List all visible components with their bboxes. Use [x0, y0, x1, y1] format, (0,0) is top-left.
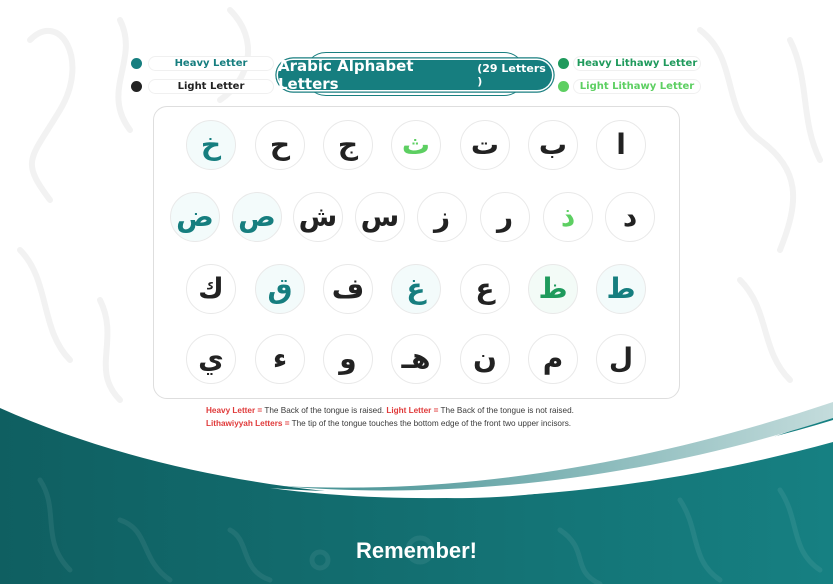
light-letter-definition: The Back of the tongue is not raised.: [438, 406, 574, 415]
letter-ta: ت: [460, 120, 510, 170]
letter-dal: د: [605, 192, 655, 242]
letter-nun: ن: [460, 334, 510, 384]
light-lithawy-dot-icon: [558, 81, 569, 92]
lithawiyyah-definition: The tip of the tongue touches the bottom edge of the front two upper incisors.: [289, 419, 572, 428]
remember-heading: Remember!: [355, 538, 478, 563]
title-banner: [276, 52, 554, 98]
letter-taa: ط: [596, 264, 646, 314]
letter-kha: خ: [186, 120, 236, 170]
heavy-letter-key: Heavy Letter =: [206, 406, 263, 415]
letter-ra: ر: [480, 192, 530, 242]
legend-label-heavy: Heavy Letter: [148, 56, 274, 71]
letter-jim: ج: [323, 120, 373, 170]
letter-hamza: ء: [255, 334, 305, 384]
heavy-letter-definition: The Back of the tongue is raised.: [262, 406, 387, 415]
letter-qaf: ق: [255, 264, 305, 314]
light-letter-key: Light Letter =: [386, 406, 439, 415]
letter-zay: ز: [417, 192, 467, 242]
letter-dhal: ذ: [543, 192, 593, 242]
light-letter-dot-icon: [131, 81, 142, 92]
letter-mim: م: [528, 334, 578, 384]
letter-dhaa: ظ: [528, 264, 578, 314]
letter-shin: ش: [293, 192, 343, 242]
letter-lam: ل: [596, 334, 646, 384]
letter-kaf: ك: [186, 264, 236, 314]
legend-label-heavy-lithawy: Heavy Lithawy Letter: [573, 56, 701, 71]
legend-label-light: Light Letter: [148, 79, 274, 94]
letter-ayn: ع: [460, 264, 510, 314]
heavy-lithawy-dot-icon: [558, 58, 569, 69]
lithawiyyah-key: Lithawiyyah Letters =: [206, 419, 290, 428]
letter-fa: ف: [323, 264, 373, 314]
title-pill: [278, 57, 552, 93]
letter-ya: ي: [186, 334, 236, 384]
letter-waw: و: [323, 334, 373, 384]
letter-ha-final: هـ: [391, 334, 441, 384]
letter-ba: ب: [528, 120, 578, 170]
letter-dad: ض: [170, 192, 220, 242]
letter-tha: ث: [391, 120, 441, 170]
letter-ghayn: غ: [391, 264, 441, 314]
letter-sin: س: [355, 192, 405, 242]
heavy-letter-dot-icon: [131, 58, 142, 69]
letter-ha: ح: [255, 120, 305, 170]
legend-label-light-lithawy: Light Lithawy Letter: [573, 79, 701, 94]
page-title: Arabic Alphabet Letters: [278, 57, 414, 93]
letter-alif: ا: [596, 120, 646, 170]
letter-sad: ص: [232, 192, 282, 242]
letter-count: (29 Letters ): [477, 62, 546, 88]
